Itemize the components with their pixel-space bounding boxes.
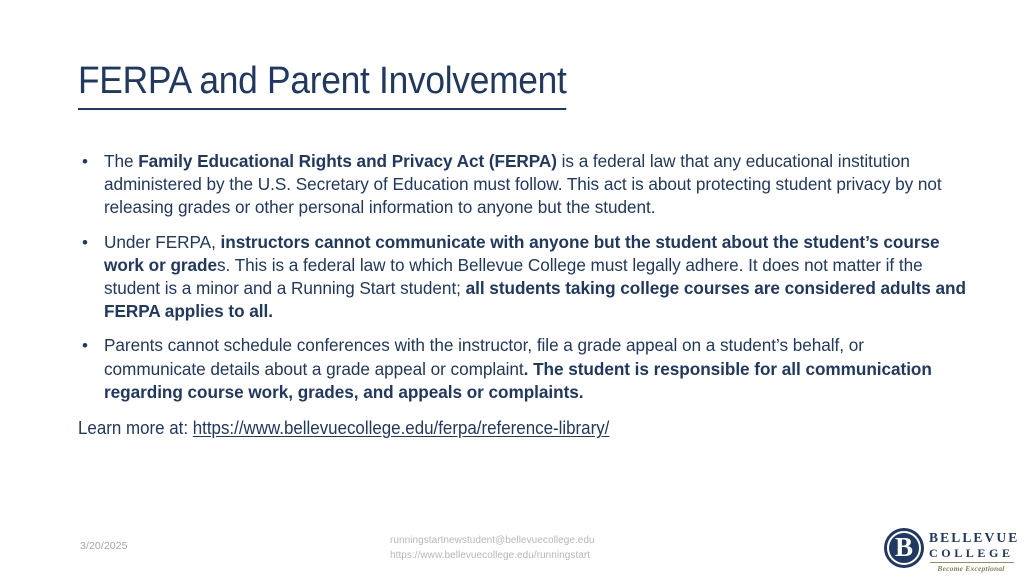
- bullet-item: [78, 231, 968, 324]
- logo-tagline: Become Exceptional: [937, 564, 1005, 573]
- logo-divider: [930, 562, 1014, 563]
- bullet-text-0: The Family Educational Rights and Privacy Act (FERPA) is a federal law that any educational institution administered by the U.S. Secretary of Education must follow. This act is about protecting student privacy by not releasing grades or other personal information to anyone but the student.: [104, 151, 942, 218]
- bellevue-college-logo: [884, 527, 1020, 573]
- bullet-text-2: Parents cannot schedule conferences with the instructor, file a grade appeal on a student’s behalf, or communicate details about a grade appeal or complaint. The student is responsible for all communication regarding course work, grades, and appeals or complaints.: [104, 335, 932, 402]
- slide-body: [78, 150, 968, 441]
- bellevue-b-emblem-icon: [884, 528, 924, 568]
- footer-contact-block: [390, 534, 595, 563]
- page-title: FERPA and Parent Involvement: [78, 58, 567, 110]
- bullet-item: [78, 150, 968, 220]
- footer-contact-email: runningstartnewstudent@bellevuecollege.edu: [390, 535, 595, 546]
- footer-contact-url: https://www.bellevuecollege.edu/runningstart: [390, 549, 591, 561]
- bullet-marker-icon: •: [82, 336, 88, 356]
- logo-wordmark: [929, 527, 1019, 573]
- logo-line-college: COLLEGE: [929, 545, 1014, 560]
- bullet-marker-icon: •: [82, 232, 88, 252]
- bullet-marker-icon: •: [82, 152, 88, 171]
- ferpa-reference-library-link[interactable]: https://www.bellevuecollege.edu/ferpa/reference-library/: [192, 418, 610, 439]
- title-container: [78, 58, 958, 110]
- logo-line-bellevue: BELLEVUE: [929, 530, 1020, 545]
- learn-more-label: Learn more at:: [78, 418, 193, 439]
- learn-more-line: [78, 415, 915, 441]
- emblem-letter: B: [894, 531, 913, 562]
- bullet-item: [78, 334, 968, 404]
- bullet-text-1: Under FERPA, instructors cannot communicate with anyone but the student about the student’s course work or grades. This is a federal law to which Bellevue College must legally adhere. It does not matter if the student is a minor and a Running Start student; all students taking college courses are considered adults and FERPA applies to all.: [104, 231, 966, 322]
- footer-date: 3/20/2025: [80, 540, 128, 552]
